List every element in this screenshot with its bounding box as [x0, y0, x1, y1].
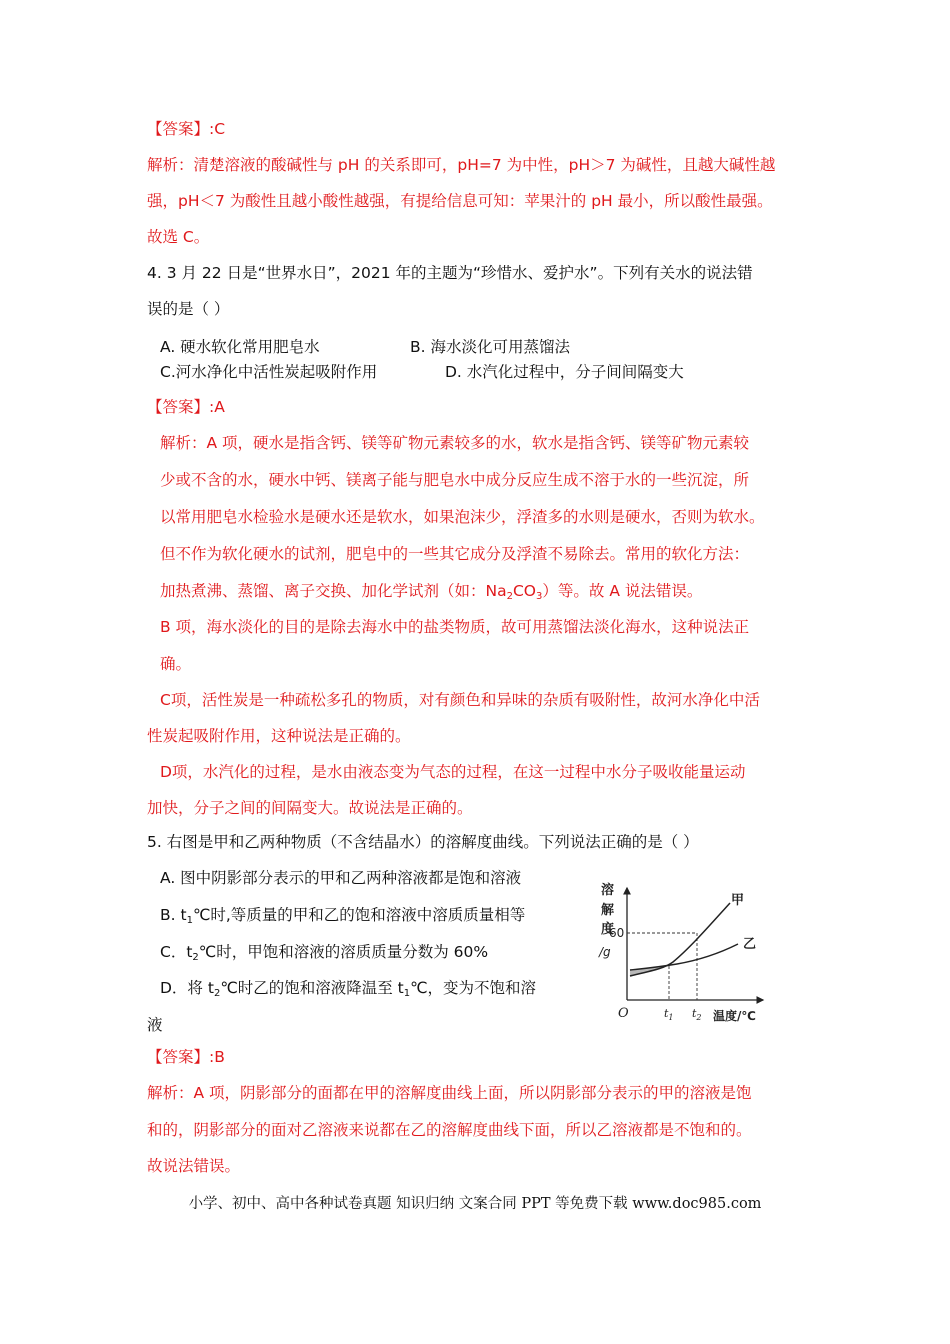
q5-option-d [160, 978, 536, 1004]
q4-analysis-line: 确。 [160, 655, 192, 673]
q5-analysis-line: 故说法错误。 [147, 1157, 241, 1175]
q3-answer-value: :C [209, 120, 226, 138]
q4-analysis-line: 但不作为软化硬水的试剂，肥皂中的一些其它成分及浮渣不易除去。常用的软化方法： [160, 545, 750, 563]
y-label-2: 解 [601, 903, 615, 918]
q4-answer-label: 【答案】 [147, 398, 210, 416]
q4-analysis-line: 少或不含的水，硬水中钙、镁离子能与肥皂水中成分反应生成不溶于水的一些沉淀，所 [160, 471, 750, 489]
q4-answer-value: :A [209, 398, 225, 416]
series-yi-label: 乙 [743, 937, 757, 952]
q4-stem-line: 误的是（ ） [147, 300, 230, 318]
y-label-3: 度 [601, 922, 615, 937]
q5-answer-value: :B [209, 1048, 225, 1066]
q4-analysis-line: 加快，分子之间的间隔变大。故说法是正确的。 [147, 799, 473, 817]
origin-label: O [618, 1006, 629, 1021]
q5-option-c [160, 942, 488, 968]
subscript: 1 [186, 915, 193, 926]
y-tick-60: 60 [609, 926, 625, 940]
q4-analysis-softening [160, 581, 702, 607]
text: ℃时，甲饱和溶液的溶质质量分数为 60% [198, 943, 489, 961]
q3-analysis-line: 解析：清楚溶液的酸碱性与 pH 的关系即可，pH=7 为中性，pH＞7 为碱性，且越大碱性越 [147, 156, 776, 174]
q4-stem-line: 4. 3 月 22 日是“世界水日”，2021 年的主题为“珍惜水、爱护水”。下列有关水的说法错 [147, 264, 753, 282]
q4-analysis-line: 以常用肥皂水检验水是硬水还是软水，如果泡沫少，浮渣多的水则是硬水，否则为软水。 [160, 508, 765, 526]
q5-analysis-line: 和的，阴影部分的面对乙溶液来说都在乙的溶解度曲线下面，所以乙溶液都是不饱和的。 [147, 1121, 752, 1139]
q5-answer [147, 1047, 225, 1067]
q3-answer [147, 119, 225, 139]
q5-answer-label: 【答案】 [147, 1048, 210, 1066]
x-tick-t2: $t_2$ [692, 1007, 702, 1022]
q5-analysis-line: 解析：A 项，阴影部分的面都在甲的溶解度曲线上面，所以阴影部分表示的甲的溶液是饱 [147, 1084, 752, 1102]
subscript: 2 [213, 988, 221, 999]
q4-option-b: B. 海水淡化可用蒸馏法 [410, 338, 570, 356]
q4-option-a: A. 硬水软化常用肥皂水 [160, 338, 320, 356]
page-footer: 小学、初中、高中各种试卷真题 知识归纳 文案合同 PPT 等免费下载 www.doc985.com [188, 1196, 762, 1212]
q4-analysis-line: D项，水汽化的过程，是水由液态变为气态的过程，在这一过程中水分子吸收能量运动 [160, 763, 746, 781]
subscript: 2 [506, 591, 513, 602]
subscript: 1 [403, 988, 411, 999]
q5-option-a: A. 图中阴影部分表示的甲和乙两种溶液都是饱和溶液 [160, 869, 522, 887]
series-jia-label: 甲 [731, 893, 745, 908]
q4-option-c: C.河水净化中活性炭起吸附作用 [160, 363, 378, 381]
q4-answer [147, 397, 225, 417]
x-tick-t1: $t_1$ [664, 1007, 674, 1022]
q3-answer-label: 【答案】 [147, 120, 210, 138]
q4-option-d: D. 水汽化过程中，分子间间隔变大 [445, 363, 684, 381]
text: C．t [160, 943, 193, 961]
q4-analysis-line: C项，活性炭是一种疏松多孔的物质，对有颜色和异味的杂质有吸附性，故河水净化中活 [160, 691, 760, 709]
q5-option-b [160, 905, 525, 931]
q3-analysis-line: 强，pH＜7 为酸性且越小酸性越强，有提给信息可知：苹果汁的 pH 最小，所以酸性最强。 [147, 192, 773, 210]
q5-stem: 5. 右图是甲和乙两种物质（不含结晶水）的溶解度曲线。下列说法正确的是（ ） [147, 833, 699, 851]
solubility-curve-figure [585, 880, 775, 1030]
q4-analysis-line: B 项，海水淡化的目的是除去海水中的盐类物质，故可用蒸馏法淡化海水，这种说法正 [160, 618, 750, 636]
series-yi-curve [630, 944, 738, 970]
text: ℃，变为不饱和溶 [410, 979, 537, 997]
text: D．将 t [160, 979, 214, 997]
subscript: 2 [192, 952, 199, 963]
series-jia-curve [630, 903, 730, 976]
q5-option-d-continued: 液 [147, 1016, 163, 1034]
subscript: 3 [536, 591, 543, 602]
text: ℃时,等质量的甲和乙的饱和溶液中溶质质量相等 [192, 906, 526, 924]
x-axis-label: 温度/℃ [713, 1009, 756, 1023]
q3-analysis-line: 故选 C。 [147, 228, 210, 246]
text: 加热煮沸、蒸馏、离子交换、加化学试剂（如：Na [160, 582, 507, 600]
y-label-4: /g [599, 945, 611, 959]
y-label-1: 溶 [601, 883, 615, 898]
q4-analysis-line: 解析：A 项，硬水是指含钙、镁等矿物元素较多的水，软水是指含钙、镁等矿物元素较 [160, 434, 750, 452]
text: ℃时乙的饱和溶液降温至 t [220, 979, 404, 997]
q4-analysis-line: 性炭起吸附作用，这种说法是正确的。 [147, 727, 411, 745]
text: CO [512, 582, 537, 600]
text: ）等。故 A 说法错误。 [542, 582, 703, 600]
text: B. t [160, 906, 187, 924]
